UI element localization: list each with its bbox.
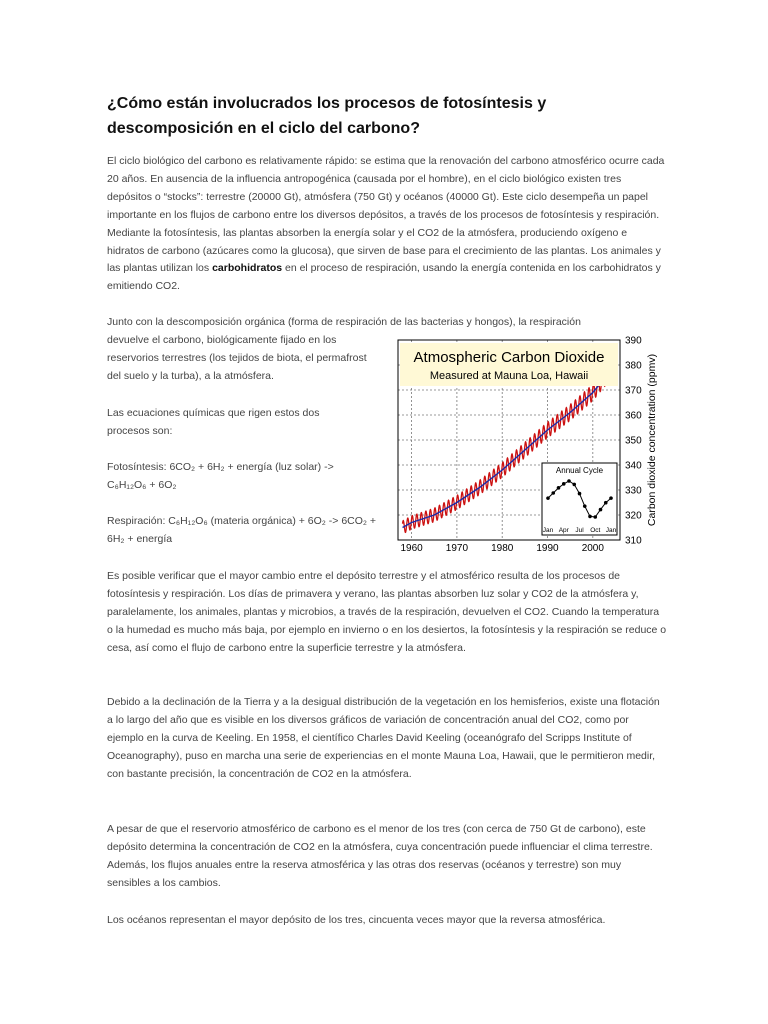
y-tick-label: 310 xyxy=(625,535,642,547)
x-tick-label: 1980 xyxy=(491,543,514,552)
equation-respiration: Respiración: C₆H₁₂O₆ (materia orgánica) + 6O₂ -> 6CO₂ + 6H₂ + energía xyxy=(107,515,377,545)
inset-cycle-point xyxy=(567,479,571,483)
co2-chart xyxy=(397,332,661,552)
inset-month-label: Jul xyxy=(575,527,584,534)
paragraph-4: Es posible verificar que el mayor cambio entre el depósito terrestre y el atmosférico resulta de los procesos de fotosíntesis y respiración. Los días de primavera y verano, las plantas absorben luz solar y CO2 de la atmósfera y, paralelamente, los animales, plantas y microbios, a través de la respiración, devuelven el CO2. Cuando la temperatura o la humedad es mucho más baja, por ejemplo en invierno o en los desiertos, la fotosíntesis y la respiración se reduce o cesa, así como el flujo de carbono entre la superficie terrestre y la atmósfera. xyxy=(107,570,667,654)
paragraph-1 xyxy=(107,153,667,296)
page-title: ¿Cómo están involucrados los procesos de fotosíntesis y descomposición en el ciclo del carbono? xyxy=(107,95,547,137)
inset-cycle-point xyxy=(604,501,608,505)
y-axis-label: Carbon dioxide concentration (ppmv) xyxy=(646,353,658,527)
y-tick-label: 370 xyxy=(625,385,642,397)
equation-photosynthesis: Fotosíntesis: 6CO₂ + 6H₂ + energía (luz solar) -> C₆H₁₂O₆ + 6O₂ xyxy=(107,461,334,491)
inset-cycle-point xyxy=(599,508,603,512)
inset-cycle-point xyxy=(609,496,613,500)
x-tick-label: 1960 xyxy=(400,543,423,552)
paragraph-1-text-a: El ciclo biológico del carbono es relativamente rápido: se estima que la renovación del carbono atmosférico ocurre cada 20 años. En ausencia de la influencia antropogénica (causada por el hombre), en el ciclo biológico existen tres depósitos o “stocks”: terrestre (20000 Gt), atmósfera (750 Gt) y océanos (40000 Gt). Este ciclo desempeña un papel importante en los flujos de carbono entre los diversos depósitos, a través de los procesos de fotosíntesis y respiración. Mediante la fotosíntesis, las plantas absorben la energía solar y el CO2 de la atmósfera, produciendo oxígeno e hidratos de carbono (azúcares como la glucosa), que sirven de base para el crecimiento de las plantas. Los animales y las plantas utilizan los xyxy=(107,155,665,275)
y-tick-label: 360 xyxy=(625,410,642,422)
inset-cycle-point xyxy=(557,486,561,490)
inset-cycle-point xyxy=(562,482,566,486)
paragraph-7: Los océanos representan el mayor depósito de los tres, cincuenta veces mayor que la reversa atmosférica. xyxy=(107,914,606,926)
inset-month-label: Jan xyxy=(542,527,554,534)
paragraph-6: A pesar de que el reservorio atmosférico de carbono es el menor de los tres (con cerca de 750 Gt de carbono), este depósito determina la concentración de CO2 en la atmósfera, cuya concentración puede influenciar el clima terrestre. Además, los flujos anuales entre la reserva atmosférica y las otras dos reservas (océanos y terrestre) son muy sensibles a los cambios. xyxy=(107,823,653,889)
inset-month-label: Jan xyxy=(605,527,617,534)
y-tick-label: 390 xyxy=(625,335,642,347)
inset-cycle-point xyxy=(578,492,582,496)
inset-cycle-point xyxy=(546,496,550,500)
inset-cycle-point xyxy=(551,491,555,495)
paragraph-1-text-b: en el proceso de respiración, usando la energía contenida en los carbohidratos y emitiendo CO2. xyxy=(107,262,661,293)
x-tick-label: 1990 xyxy=(536,543,559,552)
co2-chart-figure xyxy=(397,332,661,552)
y-tick-label: 380 xyxy=(625,360,642,372)
inset-title: Annual Cycle xyxy=(555,466,604,475)
inset-cycle-point xyxy=(588,515,592,519)
x-tick-label: 2000 xyxy=(581,543,604,552)
inset-cycle-point xyxy=(593,515,597,519)
paragraph-3: Las ecuaciones químicas que rigen estos dos procesos son: xyxy=(107,407,320,437)
chart-title: Atmospheric Carbon Dioxide xyxy=(413,349,605,366)
x-tick-label: 1970 xyxy=(445,543,469,552)
paragraph-2-continuation: devuelve el carbono, biológicamente fijado en los reservorios terrestres (los tejidos de biota, el permafrost del suelo y la turba), a la atmósfera. xyxy=(107,334,367,382)
paragraph-2-first-line: Junto con la descomposición orgánica (forma de respiración de las bacterias y hongos), la respiración xyxy=(107,316,581,328)
paragraph-5: Debido a la declinación de la Tierra y a la desigual distribución de la vegetación en los hemisferios, existe una flotación a lo largo del año que es visible en los diversos gráficos de variación de concentración anual del CO2, como por ejemplo en la curva de Keeling. En 1958, el científico Charles David Keeling (oceanógrafo del Scripps Institute of Oceanography), puso en marcha una serie de experiencias en el monte Mauna Loa, Hawaii, que le permitieron medir, con bastante precisión, la concentración de CO2 en la atmósfera. xyxy=(107,696,660,780)
chart-subtitle: Measured at Mauna Loa, Hawaii xyxy=(429,370,589,382)
y-tick-label: 340 xyxy=(625,460,642,472)
y-tick-label: 330 xyxy=(625,485,642,497)
inset-month-label: Apr xyxy=(558,527,569,534)
inset-cycle-point xyxy=(572,483,576,487)
y-tick-label: 350 xyxy=(625,435,642,447)
inset-cycle-point xyxy=(583,504,587,508)
carbohidratos-term: carbohidratos xyxy=(212,262,283,275)
inset-month-label: Oct xyxy=(590,527,601,534)
y-tick-label: 320 xyxy=(625,510,642,522)
